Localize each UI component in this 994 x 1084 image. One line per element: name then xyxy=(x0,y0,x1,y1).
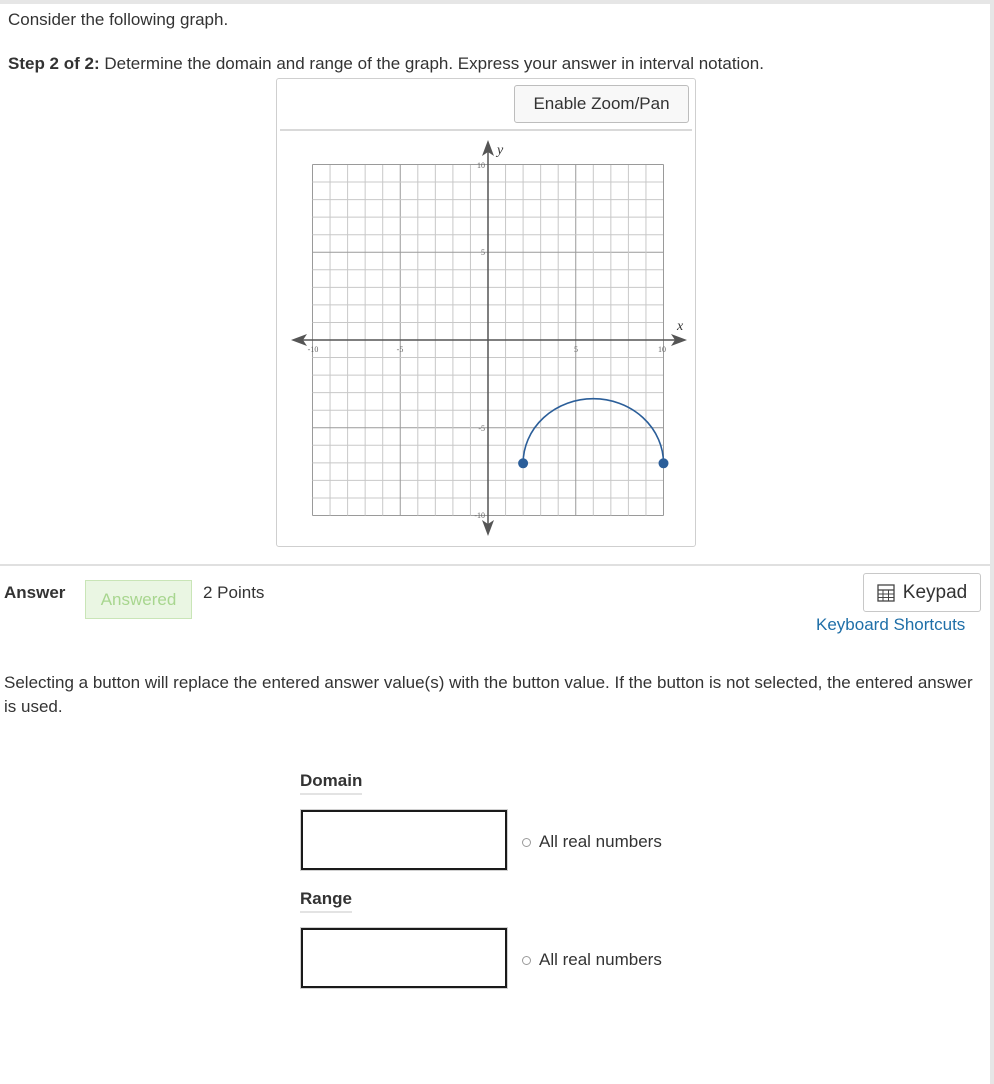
range-input[interactable] xyxy=(301,928,507,988)
x-tick-label: 5 xyxy=(574,345,578,354)
x-tick-labels xyxy=(308,345,666,354)
closed-endpoint xyxy=(659,458,669,468)
function-graph xyxy=(277,79,697,548)
step-instruction xyxy=(8,54,764,74)
range-all-real-radio[interactable] xyxy=(522,956,531,965)
x-tick-label: -10 xyxy=(307,345,319,354)
range-all-real-option[interactable] xyxy=(522,950,662,970)
keypad-label: Keypad xyxy=(902,581,968,603)
x-tick-label: 10 xyxy=(658,345,666,354)
x-tick-label: -5 xyxy=(396,345,404,354)
x-axis-label: x xyxy=(677,319,684,334)
domain-label: Domain xyxy=(300,771,362,795)
keyboard-shortcuts-link[interactable]: Keyboard Shortcuts xyxy=(816,615,966,634)
calculator-icon xyxy=(877,584,895,602)
y-axis-label: y xyxy=(497,143,504,158)
y-tick-label: 5 xyxy=(481,248,485,257)
intro-text: Consider the following graph. xyxy=(8,10,229,29)
y-tick-label: 10 xyxy=(477,161,485,170)
domain-all-real-radio[interactable] xyxy=(522,838,531,847)
answered-status-badge: Answered xyxy=(85,580,192,619)
domain-input[interactable] xyxy=(301,810,507,870)
keypad-button[interactable] xyxy=(863,573,981,612)
step-label: Step 2 of 2: xyxy=(8,54,100,73)
range-all-real-label: All real numbers xyxy=(539,950,662,969)
right-border xyxy=(990,0,994,1084)
y-tick-label: -5 xyxy=(478,424,485,433)
graph-panel xyxy=(276,78,696,547)
step-text: Determine the domain and range of the graph. Express your answer in interval notation. xyxy=(99,54,764,73)
enable-zoom-pan-button[interactable]: Enable Zoom/Pan xyxy=(514,85,689,123)
points-value: 2 Points xyxy=(203,583,265,602)
domain-all-real-label: All real numbers xyxy=(539,832,662,851)
top-border xyxy=(0,0,994,4)
selection-instructions: Selecting a button will replace the entered answer value(s) with the button value. If the button is not selected, the entered answer is used. xyxy=(4,673,973,716)
domain-all-real-option[interactable] xyxy=(522,832,662,852)
section-divider xyxy=(0,564,990,566)
y-tick-label: -10 xyxy=(474,511,485,520)
range-label: Range xyxy=(300,889,352,913)
answer-label: Answer xyxy=(4,583,66,602)
closed-endpoint xyxy=(518,458,528,468)
